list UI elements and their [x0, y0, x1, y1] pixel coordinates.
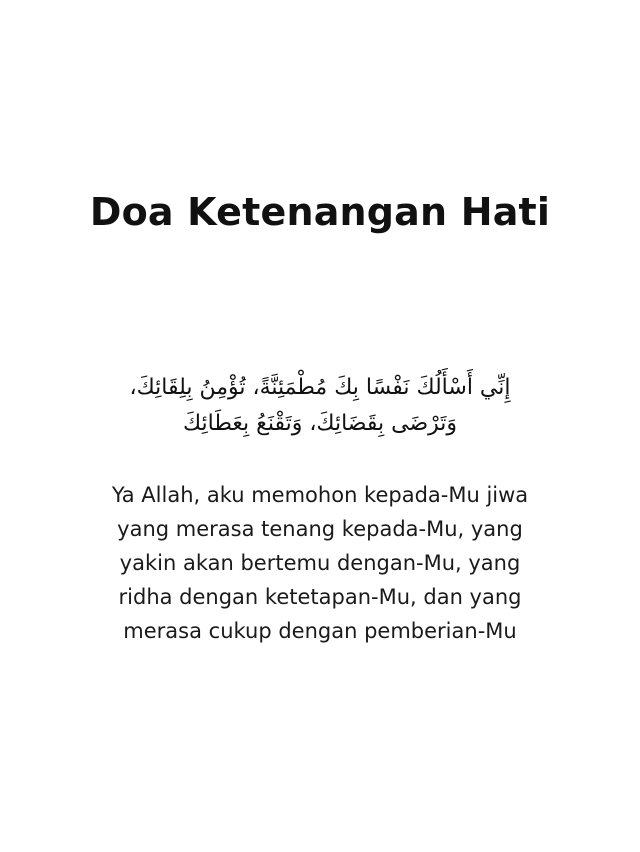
arabic-prayer-text	[70, 370, 570, 442]
arabic-line: وَتَرْضَى بِقَضَائِكَ، وَتَقْنَعُ بِعَطَائِكَ	[182, 411, 458, 436]
translation-line: yang merasa tenang kepada-Mu, yang	[117, 517, 523, 541]
translation-line: ridha dengan ketetapan-Mu, dan yang	[118, 585, 522, 609]
translation-line: merasa cukup dengan pemberian-Mu	[123, 619, 517, 643]
translation-line: yakin akan bertemu dengan-Mu, yang	[119, 551, 521, 575]
translation-text	[40, 478, 600, 648]
page-title: Doa Ketenangan Hati	[89, 190, 551, 234]
translation-line: Ya Allah, aku memohon kepada-Mu jiwa	[111, 483, 529, 507]
arabic-line: إِنِّي أَسْأَلُكَ نَفْسًا بِكَ مُطْمَئِنَّةً، تُؤْمِنُ بِلِقَائِكَ،	[129, 375, 511, 400]
